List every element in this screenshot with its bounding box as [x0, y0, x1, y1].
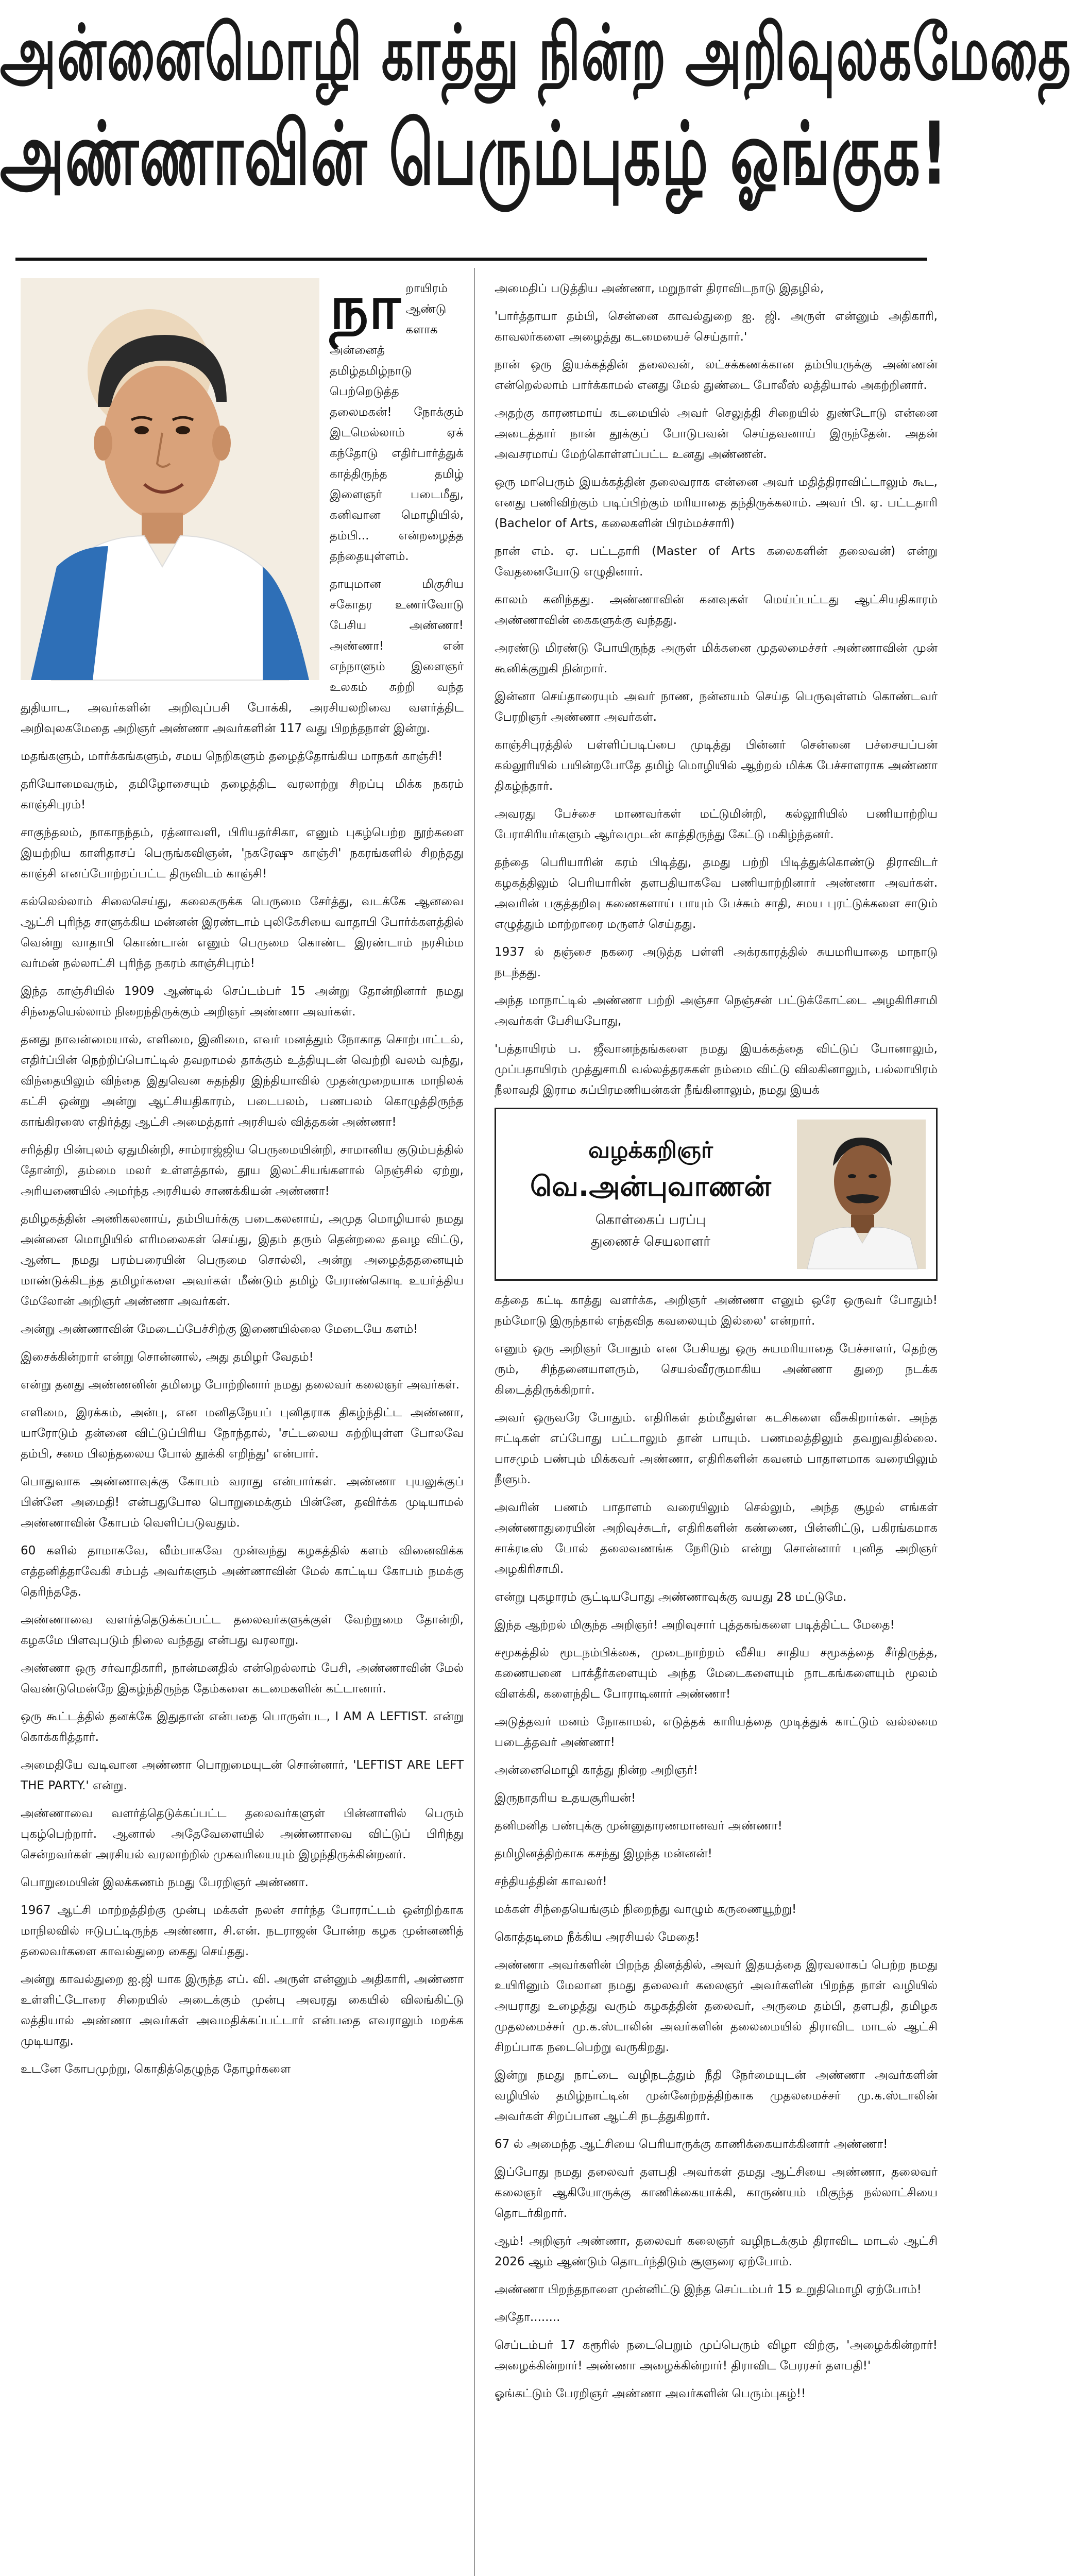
paragraph: நான் ஒரு இயக்கத்தின் தலைவன், லட்சக்கணக்கான தம்பியருக்கு அண்ணன் என்றெல்லாம் பார்க்காமல் எனது மேல் துண்டை போலீஸ் லத்தியால் அகற்றினார்.: [495, 358, 938, 392]
portrait-illustration: [21, 278, 319, 680]
paragraph: தனிமனித பண்புக்கு முன்னுதாரணமானவர் அண்ணா!: [495, 1819, 782, 1833]
paragraph: எளிமை, இரக்கம், அன்பு, என மனிதநேயப் புனிதராக திகழ்ந்திட்ட அண்ணா, யாரோடும் தன்னை விட்டுப்பிரிய நோந்தால், 'சட்டலைய சுற்றியுள்ள போலவே தம்பி, சமை பிலந்தலைய போல் தூக்கி எறிந்து' என்பார்.: [21, 1406, 464, 1461]
paragraph: இந்த காஞ்சியில் 1909 ஆண்டில் செப்டம்பர் 15 அன்று தோன்றினார் நமது சிந்தையெல்லாம் நிறைந்திருக்கும் அறிஞர் அண்ணா அவர்கள்.: [21, 985, 464, 1019]
anna-portrait: [21, 278, 319, 680]
drop-cap: நா: [330, 271, 401, 343]
author-role-line-1: கொள்கைப் பரப்பு: [595, 1212, 706, 1228]
paragraph: தனது நாவன்மையால், எளிமை, இனிமை, எவர் மனத்தும் நோகாத சொற்பாட்டல், எதிர்ப்பின் நெற்றிப்பொட்டில் தவறாமல் தாக்கும் உத்தியுடன் வெற்றி வலம் வந்து, விந்தையிலும் விந்தை இதுவென சுதந்திர இந்தியாவில் முதன்முறையாக மாநிலக் கட்சி ஒன்று அன்று ஆட்சியதிகாரம், படைபலம், பணபலம் கொழுத்திருந்த காங்கிரஸை எதிர்த்து ஆட்சி அமைத்தார் அரசியல் வித்தகன் அண்ணா!: [21, 1033, 464, 1129]
headline-line-1: அன்னைமொழி காத்து நின்ற அறிவுலகமேதை: [0, 9, 1072, 97]
paragraph: அண்ணா பிறந்தநாளை முன்னிட்டு இந்த செப்டம்பர் 15 உறுதிமொழி ஏற்போம்!: [495, 2283, 922, 2296]
headline-line-2: அண்ணாவின் பெரும்புகழ் ஓங்குக!: [0, 104, 949, 205]
paragraph: 67 ல் அமைந்த ஆட்சியை பெரியாருக்கு காணிக்கையாக்கினார் அண்ணா!: [495, 2138, 888, 2151]
paragraph: ஆம்! அறிஞர் அண்ணா, தலைவர் கலைஞர் வழிநடக்கும் திராவிட மாடல் ஆட்சி 2026 ஆம் ஆண்டும் தொடர்ந்திடும் சூளுரை ஏற்போம்.: [495, 2234, 938, 2268]
paragraph: தமிழினத்திற்காக கசந்து இழந்த மன்னன்!: [495, 1847, 712, 1860]
paragraph: அண்ணா ஒரு சர்வாதிகாரி, நான்மனதில் என்றெல்லாம் பேசி, அண்ணாவின் மேல் வெண்டுமென்றே இகழ்ந்திருந்த தேம்களை கடமைகளின் கட்டானார்.: [21, 1662, 464, 1696]
paragraph: அவரது பேச்சை மாணவர்கள் மட்டுமின்றி, கல்லூரியில் பணியாற்றிய பேராசிரியர்களும் ஆர்வமுடன் காத்திருந்து கேட்டு மகிழ்ந்தனர்.: [495, 807, 938, 841]
paragraph: அடுத்தவர் மனம் நோகாமல், எடுத்தக் காரியத்தை முடித்துக் காட்டும் வல்லமை படைத்தவர் அண்ணா!: [495, 1715, 938, 1749]
paragraph: அன்று காவல்துறை ஐ.ஜி யாக இருந்த எப். வி. அருள் என்னும் அதிகாரி, அண்ணா உள்ளிட்டோரை சிறையில் அடைக்கும் முன்பு அவரது கையில் விலங்கிட்டு லத்தியால் அண்ணா அவர்கள் அவமதிக்கப்பட்டார் என்பதை எவராலும் மறக்க முடியாது.: [21, 1973, 464, 2048]
paragraph: காலம் கனிந்தது. அண்ணாவின் கனவுகள் மெய்ப்பட்டது ஆட்சியதிகாரம் அண்ணாவின் கைகளுக்கு வந்தது.: [495, 593, 938, 627]
paragraph: அண்ணா அவர்களின் பிறந்த தினத்தில், அவர் இதயத்தை இரவலாகப் பெற்ற நமது உயிரினும் மேலான நமது தலைவர் கலைஞர் அவர்களின் பிறந்த நாள் வழியில் அயராது உழைத்து வரும் கழகத்தின் தலைவர், அருமை தம்பி, தளபதி, தமிழக முதலமைச்சர் மு.க.ஸ்டாலின் அவர்களின் தலைமையில் திராவிட மாடல் ஆட்சி சிறப்பாக நடைபெற்று வருகிறது.: [495, 1958, 938, 2054]
paragraph: அதோ........: [495, 2311, 560, 2324]
paragraph: அன்னைமொழி காத்து நின்ற அறிஞர்!: [495, 1764, 698, 1777]
paragraph: ஒரு மாபெரும் இயக்கத்தின் தலைவராக என்னை அவர் மதித்திராவிட்டாலும் கூட, எனது பணிவிற்கும் படிப்பிற்கும் மரியாதை தந்திருக்கலாம். அவர் பி. ஏ. பட்டதாரி (Bachelor of Arts, கலைகளின் பிரம்மச்சாரி): [495, 476, 938, 530]
paragraph: இந்த ஆற்றல் மிகுந்த அறிஞர்! அறிவுசார் புத்தகங்களை படித்திட்ட மேதை!: [495, 1618, 895, 1632]
paragraph: பொதுவாக அண்ணாவுக்கு கோபம் வராது என்பார்கள். அண்ணா புயலுக்குப் பின்னே அமைதி! என்பதுபோல பொறுமைக்கும் பின்னே, தவிர்க்க முடியாமல் அண்ணாவின் கோபம் வெளிப்படுவதும்.: [21, 1475, 464, 1530]
paragraph: அவர் ஒருவரே போதும். எதிரிகள் தம்மீதுள்ள கடசிகளை வீசுகிறார்கள். அந்த ஈட்டிகள் எப்போது பட்டாலும் தான் பாயும். பணமலத்திலும் தவறுவதில்லை. பாசமும் பண்பும் மிக்கவர் அண்ணா, எதிரிகளின் கவனம் பாதாளமாக வரையிலும் நீளும்.: [495, 1411, 938, 1486]
paragraph: தரியோமைவரும், தமிழோசையும் தழைத்திட வரலாற்று சிறப்பு மிக்க நகரம் காஞ்சிபுரம்!: [21, 777, 464, 811]
paragraph: அண்ணாவை வளர்த்தெடுக்கப்பட்ட தலைவர்களுக்குள் வேற்றுமை தோன்றி, கழகமே பிளவுபடும் நிலை வந்தது என்பது வரலாறு.: [21, 1613, 464, 1647]
paragraph: உடனே கோபமுற்று, கொதித்தெழுந்த தோழர்களை: [21, 2062, 291, 2076]
paragraph: பொறுமையின் இலக்கணம் நமது பேரறிஞர் அண்ணா.: [21, 1876, 309, 1889]
paragraph: செப்டம்பர் 17 கரூரில் நடைபெறும் முப்பெரும் விழா விற்கு, 'அழைக்கின்றார்! அழைக்கின்றார்! அண்ணா அழைக்கின்றார்! திராவிட பேரரசர் தளபதி!': [495, 2338, 938, 2372]
paragraph: நான் எம். ஏ. பட்டதாரி (Master of Arts கலைகளின் தலைவன்) என்று வேதனையோடு எழுதினார்.: [495, 545, 938, 579]
paragraph: ஓங்கட்டும் பேரறிஞர் அண்ணா அவர்களின் பெரும்புகழ்!!: [495, 2387, 806, 2400]
paragraph: மதங்களும், மார்க்கங்களும், சமய நெறிகளும் தழைத்தோங்கிய மாநகர் காஞ்சி!: [21, 750, 443, 763]
paragraph: கத்தை கட்டி காத்து வளர்க்க, அறிஞர் அண்ணா எனும் ஒரே ஒருவர் போதும்! நம்மோடு இருந்தால் எந்தவித கவலையும் இல்லை' என்றார்.: [495, 1294, 938, 1328]
author-photo: [797, 1120, 926, 1269]
paragraph: அன்று அண்ணாவின் மேடைப்பேச்சிற்கு இணையில்லை மேடையே களம்!: [21, 1323, 418, 1336]
headline-divider: [15, 258, 927, 261]
paragraph: அரண்டு மிரண்டு போயிருந்த அருள் மிக்கனை முதலமைச்சர் அண்ணாவின் முன் கூனிக்குறுகி நின்றார்.: [495, 641, 938, 675]
paragraph: கல்லெல்லாம் சிலைசெய்து, கலைகருக்க பெருமை சேர்த்து, வடக்கே ஆனவை ஆட்சி புரிந்த சாளுக்கிய மன்னன் இரண்டாம் புலிகேசியை வாதாபி போர்க்களத்தில் வென்று வாதாபி கொண்டான் எனும் பெருமை கொண்ட இரண்டாம் நரசிம்ம வர்மன் நல்லாட்சி புரிந்த நகரம் காஞ்சிபுரம்!: [21, 895, 464, 970]
paragraph: தாயுமான மிகுசிய சகோதர உணர்வோடு பேசிய அண்ணா! அண்ணா! என் எந்நாளும் இளைஞர் உலகம் சுற்றி வந்த துதியாட, அவர்களின் அறிவுப்பசி போக்கி, அரசியலறிவை வளர்த்திட அறிவுலகமேதை அறிஞர் அண்ணா அவர்களின் 117 வது பிறந்தநாள் இன்று.: [21, 578, 464, 735]
author-role-line-2: துணைச் செயலாளர்: [590, 1234, 711, 1249]
paragraph: கொத்தடிமை நீக்கிய அரசியல் மேதை!: [495, 1930, 700, 1944]
paragraph: 'பத்தாயிரம் ப. ஜீவானந்தங்களை நமது இயக்கத்தை விட்டுப் போனாலும், முப்பதாயிரம் முத்துசாமி வல்லத்தரசுகள் நம்மை விட்டு விலகினாலும், பல்லாயிரம் நீலாவதி இராம சுப்பிரமணியன்கள் நீங்கினாலும், நமது இயக்: [495, 1042, 938, 1097]
paragraph: இருநாதரிய உதயசூரியன்!: [495, 1791, 636, 1805]
paragraph: 1937 ல் தஞ்சை நகரை அடுத்த பள்ளி அக்ரகாரத்தில் சுயமரியாதை மாநாடு நடந்தது.: [495, 945, 938, 979]
paragraph: தந்தை பெரியாரின் கரம் பிடித்து, தமது பற்றி பிடித்துக்கொண்டு திராவிடர் கழகத்திலும் பெரியாரின் தளபதியாகவே பணியாற்றினார் அண்ணா அவர்கள். அவரின் பகுத்தறிவு கணைகளாய் பாயும் பேச்சும் சாதி, சமய புரட்டுக்களை சாடும் எழுத்தும் மாற்றாரை மருளச் செய்தது.: [495, 856, 938, 931]
paragraph: அந்த மாநாட்டில் அண்ணா பற்றி அஞ்சா நெஞ்சன் பட்டுக்கோட்டை அழகிரிசாமி அவர்கள் பேசியபோது,: [495, 994, 938, 1028]
article-left-column: [21, 271, 464, 2087]
column-divider: [474, 268, 475, 2576]
paragraph: றாயிரம் ஆண்டு களாக அன்னைத் தமிழ்தமிழ்நாடு பெற்றெடுத்த தலைமகன்! நோக்கும் இடமெல்லாம் ஏக் கந்தோடு எதிர்பார்த்துக் காத்திருந்த தமிழ் இளைஞர் படைமீது, கனிவான மொழியில், தம்பி... என்றழைத்த தந்தையுள்ளம்.: [330, 282, 464, 563]
paragraph: அமைதிப் படுத்திய அண்ணா, மறுநாள் திராவிடநாடு இதழில்,: [495, 282, 824, 295]
paragraph: இசைக்கின்றார் என்று சொன்னால், அது தமிழர் வேதம்!: [21, 1350, 314, 1364]
paragraph: ஒரு கூட்டத்தில் தனக்கே இதுதான் என்பதை பொருள்பட, I AM A LEFTIST. என்று கொக்கரித்தார்.: [21, 1710, 464, 1744]
article-right-column: [495, 278, 938, 2411]
paragraph: காஞ்சிபுரத்தில் பள்ளிப்படிப்பை முடித்து பின்னர் சென்னை பச்சையப்பன் கல்லூரியில் பயின்றபோதே தமிழ் மொழியில் ஆற்றல் மிக்க பேச்சாளராக அண்ணா திகழ்ந்தார்.: [495, 738, 938, 793]
paragraph: அண்ணாவை வளர்த்தெடுக்கப்பட்ட தலைவர்களுள் பின்னாளில் பெரும் புகழ்பெற்றார். ஆனால் அதேவேளையில் அண்ணாவை விட்டுப் பிரிந்து சென்றவர்கள் அரசியல் வரலாற்றில் முகவரியையும் இழந்திருக்கின்றனர்.: [21, 1807, 464, 1861]
paragraph: இன்னா செய்தாரையும் அவர் நாண, நன்னயம் செய்த பெருவுள்ளம் கொண்டவர் பேரறிஞர் அண்ணா அவர்கள்.: [495, 690, 938, 724]
paragraph: அவரின் பணம் பாதாளம் வரையிலும் செல்லும், அந்த சூழல் எங்கள் அண்ணாதுரையின் அறிவுச்சுடர், எதிரிகளின் கண்ணை, பின்னிட்டு, பகிரங்கமாக சாக்ரடீஸ் போல் தலைவணங்க நேரிடும் என்று சொன்னார் புனித அறிஞர் அழகிரிசாமி.: [495, 1501, 938, 1576]
author-name: வெ.அன்புவாணன்: [530, 1170, 771, 1202]
paragraph: என்று புகழாரம் சூட்டியபோது அண்ணாவுக்கு வயது 28 மட்டுமே.: [495, 1590, 847, 1604]
author-info: [517, 1137, 785, 1252]
paragraph: சாகுந்தலம், நாகாநந்தம், ரத்னாவளி, பிரியதர்சிகா, எனும் புகழ்பெற்ற நூற்களை இயற்றிய காளிதாசப் பெருங்கவிஞன், 'நகரேஷு காஞ்சி' நகரங்களில் சிறந்தது காஞ்சி எனப்போற்றப்பட்ட திருவிடம் காஞ்சி!: [21, 826, 464, 880]
paragraph: மக்கள் சிந்தையெங்கும் நிறைந்து வாழும் கருணையூற்று!: [495, 1903, 797, 1916]
paragraph: இன்று நமது நாட்டை வழிநடத்தும் நீதி நேர்மையுடன் அண்ணா அவர்களின் வழியில் தமிழ்நாட்டின் முன்னேற்றத்திற்காக முதலமைச்சர் மு.க.ஸ்டாலின் அவர்கள் சிறப்பான ஆட்சி நடத்துகிறார்.: [495, 2069, 938, 2123]
paragraph: 60 களில் தாமாகவே, வீம்பாகவே முன்வந்து கழகத்தில் களம் வினைவிக்க எத்தனித்தாவேகி சம்பத் அவர்களும் அண்ணாவின் மேல் காட்டிய கோபம் நமக்கு தெரிந்ததே.: [21, 1544, 464, 1599]
author-photo-illustration: [797, 1120, 926, 1269]
author-box: [495, 1108, 938, 1281]
paragraph: சமூகத்தில் மூடநம்பிக்கை, முடைநாற்றம் வீசிய சாதிய சமூகத்தை சீர்திருத்த, கணையனை பாக்தீர்களையும் அந்த மேடைகளையும் நாடகங்களையும் மூலம் விளக்கி, களைந்திட போராடினார் அண்ணா!: [495, 1646, 938, 1701]
paragraph: அதற்கு காரணமாய் கடமையில் அவர் செலுத்தி சிறையில் துண்டோடு என்னை அடைத்தார் நான் தூக்குப் போடுபவன் செய்தவனாய் இருந்தேன். அதன் அவசரமாய் மேற்கொள்ளப்பட்ட உனது அண்ணன்.: [495, 406, 938, 461]
paragraph: சந்தியத்தின் காவலர்!: [495, 1875, 607, 1888]
paragraph: என்று தனது அண்ணனின் தமிழை போற்றினார் நமது தலைவர் கலைஞர் அவர்கள்.: [21, 1378, 460, 1392]
paragraph: இப்போது நமது தலைவர் தளபதி அவர்கள் தமது ஆட்சியை அண்ணா, தலைவர் கலைஞர் ஆகியோருக்கு காணிக்கையாக்கி, காருண்யம் மிகுந்த நல்லாட்சியை தொடர்கிறார்.: [495, 2165, 938, 2220]
paragraph: எனும் ஒரு அறிஞர் போதும் என பேசியது ஒரு சுயமரியாதை பேச்சாளர், தெற்கு ரும், சிந்தனையாளரும், செயல்வீரருமாகிய அண்ணா துறை நடக்க கிடைத்திருக்கிறார்.: [495, 1342, 938, 1397]
paragraph: 1967 ஆட்சி மாற்றத்திற்கு முன்பு மக்கள் நலன் சார்ந்த போராட்டம் ஒன்றிற்காக மாநிலவில் ஈடுபட்டிருந்த அண்ணா, சி.என். நடராஜன் போன்ற கழக முன்னணித் தலைவர்களை காவல்துறை கைது செய்தது.: [21, 1904, 464, 1958]
paragraph: சரித்திர பின்புலம் ஏதுமின்றி, சாம்ராஜ்ஜிய பெருமையின்றி, சாமானிய குடும்பத்தில் தோன்றி, தம்மை மலர் உள்ளத்தால், தூய இலட்சியங்களால் நெஞ்சில் ஏற்று, அரியணையில் அமர்ந்த அரசியல் சாணக்கியன் அண்ணா!: [21, 1143, 464, 1198]
paragraph: அமைதியே வடிவான அண்ணா பொறுமையுடன் சொன்னார், 'LEFTIST ARE LEFT THE PARTY.' என்று.: [21, 1758, 464, 1792]
paragraph: தமிழகத்தின் அணிகலனாய், தம்பியர்க்கு படைகலனாய், அமுத மொழியால் நமது அன்னை மொழியில் எரிமலைகள் செய்து, இதம் தரும் தென்றலை தவழ விட்டு, ஆண்ட நமது பரம்பரையின் பெருமை சொல்லி, அன்று அழைத்ததனையும் மாண்டுக்கிடந்த தமிழர்களை அவர்கள் மீண்டும் தமிழ் பேராண்கொடி உயர்த்திய மேலோன் அறிஞர் அண்ணா அவர்கள்.: [21, 1212, 464, 1308]
author-label: வழக்கறிஞர்: [588, 1137, 713, 1163]
paragraph: 'பார்த்தாயா தம்பி, சென்னை காவல்துறை ஐ. ஜி. அருள் என்னும் அதிகாரி, காவலர்களை அழைத்து கடமையைச் செய்தார்.': [495, 310, 938, 344]
